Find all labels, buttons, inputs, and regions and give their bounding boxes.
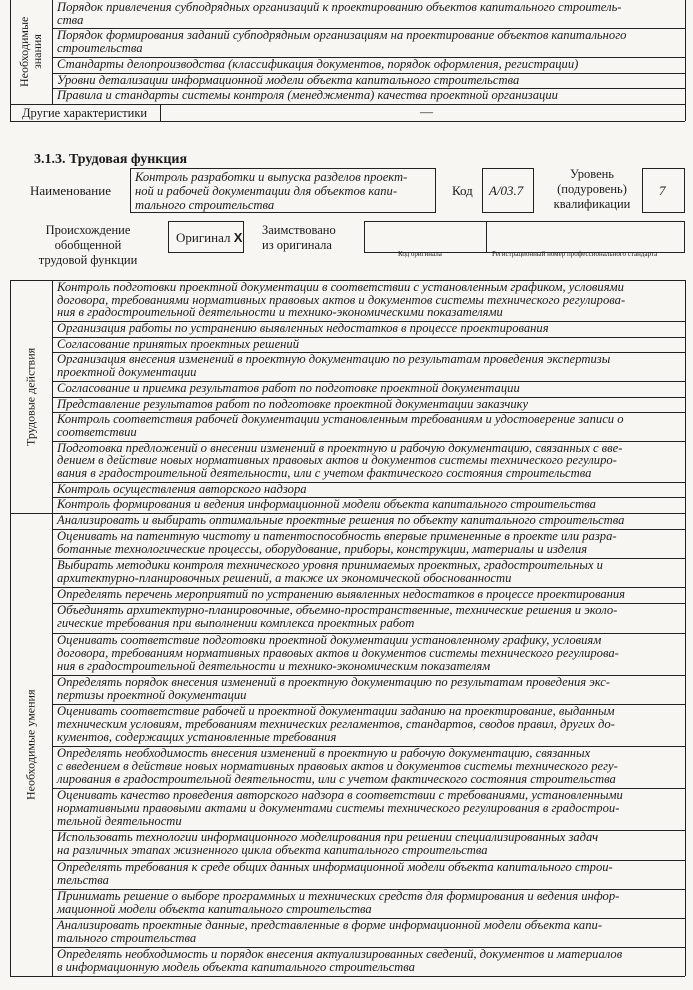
action-row bbox=[53, 337, 685, 353]
action-row-line: ния в градостроительной деятельности и технико-экономическими показателями bbox=[57, 305, 503, 320]
skill-row-line: ботанные технологические процессы, оборудование, приборы, конструкции, материалы и изделия bbox=[57, 542, 588, 557]
knowledge-label: Необходимые знания bbox=[17, 16, 44, 88]
action-row-line: Согласование и приемка результатов работ по подготовке проектной документации bbox=[57, 380, 520, 395]
original-box bbox=[168, 221, 244, 253]
skill-row-line: лирования в градостроительной деятельности, или с учетом фактического состояния строительства bbox=[57, 772, 616, 787]
action-row-line: вания в градостроительной деятельности, или с учетом фактического состояния строительства bbox=[57, 465, 592, 480]
original-code-box bbox=[364, 221, 487, 253]
function-name-line: тального строительства bbox=[135, 198, 275, 212]
action-row bbox=[53, 381, 685, 397]
skill-row-line: тельства bbox=[57, 872, 109, 887]
action-row-line: Организация внесения изменений в проектную документацию по результатам проведения экспертизы bbox=[57, 352, 611, 367]
skill-row bbox=[53, 529, 685, 558]
other-characteristics-value: — bbox=[420, 104, 433, 119]
action-row-line: Контроль подготовки проектной документации в соответствии с установленным графиком, условиями bbox=[57, 280, 624, 294]
action-row-line: Подготовка предложений о внесении изменений в проектную и рабочую документацию, связанных с вве- bbox=[57, 440, 623, 455]
skill-row-line: пертизы проектной документации bbox=[57, 687, 247, 702]
knowledge-row-line: Уровни детализации информационной модели объекта капитального строительства bbox=[57, 72, 520, 87]
skill-row bbox=[53, 587, 685, 603]
action-row-line: проектной документации bbox=[57, 365, 197, 380]
skill-row-line: Определять необходимость внесения изменений в проектную и рабочую документацию, связанных bbox=[57, 746, 591, 760]
knowledge-row-line: Порядок формирования заданий субподрядным организациям на проектирование объектов капитального bbox=[57, 28, 627, 43]
skill-row-line: Определять требования к среде общих данных информационной модели объекта капитального строи- bbox=[57, 859, 613, 874]
function-name-line: Контроль разработки и выпуска разделов проект- bbox=[135, 170, 408, 184]
original-code-caption: Код оригинала bbox=[398, 250, 442, 258]
skill-row bbox=[53, 860, 685, 889]
skill-row bbox=[53, 633, 685, 675]
skill-row bbox=[53, 918, 685, 947]
skill-row-line: мационной модели объекта капитального строительства bbox=[57, 901, 372, 916]
skill-row-line: Выбирать методики контроля технического уровня принимаемых проектных, градостроительных и bbox=[57, 558, 603, 573]
level-value: 7 bbox=[659, 183, 666, 198]
code-label: Код bbox=[452, 183, 473, 198]
action-row-line: дением в действие новых нормативных правовых актов и документов системы технического регулиро- bbox=[57, 453, 617, 468]
action-row-line: соответствии bbox=[57, 424, 137, 439]
skill-row-line: кументов, содержащих установленные требования bbox=[57, 729, 337, 744]
action-row bbox=[53, 482, 685, 498]
action-row-line: Организация работы по устранению выявленных недостатков в процессе проектирования bbox=[57, 321, 549, 336]
knowledge-row bbox=[53, 0, 685, 28]
skills-label: Необходимые умения bbox=[23, 689, 38, 800]
skill-row-line: ния в градостроительной деятельности и технико-экономическим показателям bbox=[57, 658, 491, 673]
section-heading: 3.1.3. Трудовая функция bbox=[34, 152, 188, 167]
action-row bbox=[53, 441, 685, 482]
code-box bbox=[482, 168, 534, 213]
skill-row-line: Определять перечень мероприятий по устранению выявленных недостатков в процессе проектирования bbox=[57, 587, 626, 602]
knowledge-row-line: Порядок привлечения субподрядных организаций к проектированию объектов капитального строитель- bbox=[57, 0, 622, 14]
skill-row-line: Использовать технологии информационного моделирования при решении специализированных задач bbox=[57, 830, 599, 845]
skill-row bbox=[53, 603, 685, 632]
skill-row bbox=[53, 830, 685, 859]
action-row-line: Контроль осуществления авторского надзора bbox=[57, 481, 307, 496]
skill-row bbox=[53, 675, 685, 704]
original-mark: X bbox=[233, 230, 243, 245]
action-row-line: Контроль формирования и ведения информационной модели объекта капитального строительства bbox=[57, 497, 596, 512]
original-label: Оригинал bbox=[176, 230, 231, 245]
action-row bbox=[53, 280, 685, 321]
skill-row bbox=[53, 513, 685, 529]
skill-row-line: нормативными правовыми актами и документами системы технического регулирования в градострои- bbox=[57, 801, 620, 816]
skill-row-line: Анализировать проектные данные, представленные в форме информационной модели объекта капи- bbox=[57, 917, 603, 932]
skill-row bbox=[53, 947, 685, 976]
skill-row-line: договора, требованиям нормативных правовых актов и документов системы технического регулирова- bbox=[57, 645, 619, 660]
skill-row-line: тельной деятельности bbox=[57, 814, 182, 829]
action-row bbox=[53, 321, 685, 337]
registration-number-caption: Регистрационный номер профессионального стандарта bbox=[492, 250, 658, 258]
level-box bbox=[642, 168, 685, 213]
action-row bbox=[53, 497, 685, 513]
skill-row-line: гические требования при выполнении комплекса проектных работ bbox=[57, 616, 415, 631]
skill-row-line: тального строительства bbox=[57, 930, 197, 945]
skill-row-line: в информационную модель объекта капитального строительства bbox=[57, 959, 415, 974]
skill-row-line: архитектурно-планировочных решений, а также их экономической обоснованности bbox=[57, 571, 512, 586]
skill-row-line: с введением в действие новых нормативных правовых актов и документов системы технического регу- bbox=[57, 759, 618, 774]
name-label: Наименование bbox=[30, 183, 111, 198]
borrowed-label: Заимствовано из оригинала bbox=[262, 223, 336, 252]
skill-row bbox=[53, 788, 685, 830]
skill-row bbox=[53, 558, 685, 587]
code-value: А/03.7 bbox=[489, 183, 524, 198]
knowledge-row bbox=[53, 28, 685, 56]
skill-row-line: Оценивать качество проведения авторского надзора в соответствии с требованиями, установленными bbox=[57, 788, 623, 803]
skill-row-line: Оценивать соответствие подготовки проектной документации установленному графику, условиям bbox=[57, 632, 602, 647]
knowledge-row bbox=[53, 57, 685, 73]
skill-row-line: Определять порядок внесения изменений в проектную документацию по результатам проведения экс- bbox=[57, 674, 610, 689]
knowledge-row-line: ства bbox=[57, 12, 84, 27]
other-characteristics-label: Другие характеристики bbox=[22, 106, 148, 120]
origin-label: Происхождение обобщенной трудовой функции bbox=[38, 223, 138, 267]
skill-row bbox=[53, 746, 685, 788]
skill-row-line: техническим условиям, требованиям технических регламентов, стандартов, сводов правил, других до- bbox=[57, 716, 615, 731]
action-row-line: Контроль соответствия рабочей документации установленным требованиям и удостоверение записи о bbox=[57, 412, 624, 427]
skill-row-line: на различных этапах жизненного цикла объекта капитального строительства bbox=[57, 843, 488, 858]
skill-row bbox=[53, 704, 685, 746]
action-row bbox=[53, 352, 685, 380]
registration-number-box bbox=[486, 221, 685, 253]
skill-row-line: Объединять архитектурно-планировочные, объемно-пространственные, технические решения и эколо- bbox=[57, 603, 618, 618]
knowledge-row-line: строительства bbox=[57, 41, 143, 56]
action-row-line: Представление результатов работ по подготовке проектной документации заказчику bbox=[57, 396, 529, 411]
skill-row-line: Анализировать и выбирать оптимальные проектные решения по объекту капитального строительства bbox=[57, 513, 625, 527]
skill-row-line: Оценивать соответствие рабочей и проектной документации заданию на проектирование, выданным bbox=[57, 703, 615, 718]
function-name-box bbox=[130, 168, 436, 213]
knowledge-row-line: Правила и стандарты системы контроля (менеджмента) качества проектной организации bbox=[57, 88, 558, 103]
skill-row-line: Принимать решение о выборе программных и технических средств для формирования и ведения инфор- bbox=[57, 888, 620, 903]
knowledge-row-line: Стандарты делопроизводства (классификация документов, порядок оформления, регистрации) bbox=[57, 56, 579, 71]
function-name-line: ной и рабочей документации для объектов капи- bbox=[135, 184, 398, 198]
skill-row bbox=[53, 889, 685, 918]
action-row bbox=[53, 412, 685, 440]
knowledge-row bbox=[53, 88, 685, 104]
action-row-line: договора, требованиями нормативных правовых актов и документов системы технического регулирова- bbox=[57, 292, 626, 307]
action-row-line: Согласование принятых проектных решений bbox=[57, 336, 299, 351]
knowledge-row bbox=[53, 73, 685, 89]
level-label: Уровень (подуровень) квалификации bbox=[553, 167, 631, 211]
skill-row-line: Оценивать на патентную чистоту и патентоспособность впервые примененные в проекте или разра- bbox=[57, 529, 617, 544]
skill-row-line: Определять необходимость и порядок внесения актуализированных сведений, документов и материалов bbox=[57, 946, 623, 961]
actions-label: Трудовые действия bbox=[23, 347, 38, 446]
action-row bbox=[53, 397, 685, 413]
